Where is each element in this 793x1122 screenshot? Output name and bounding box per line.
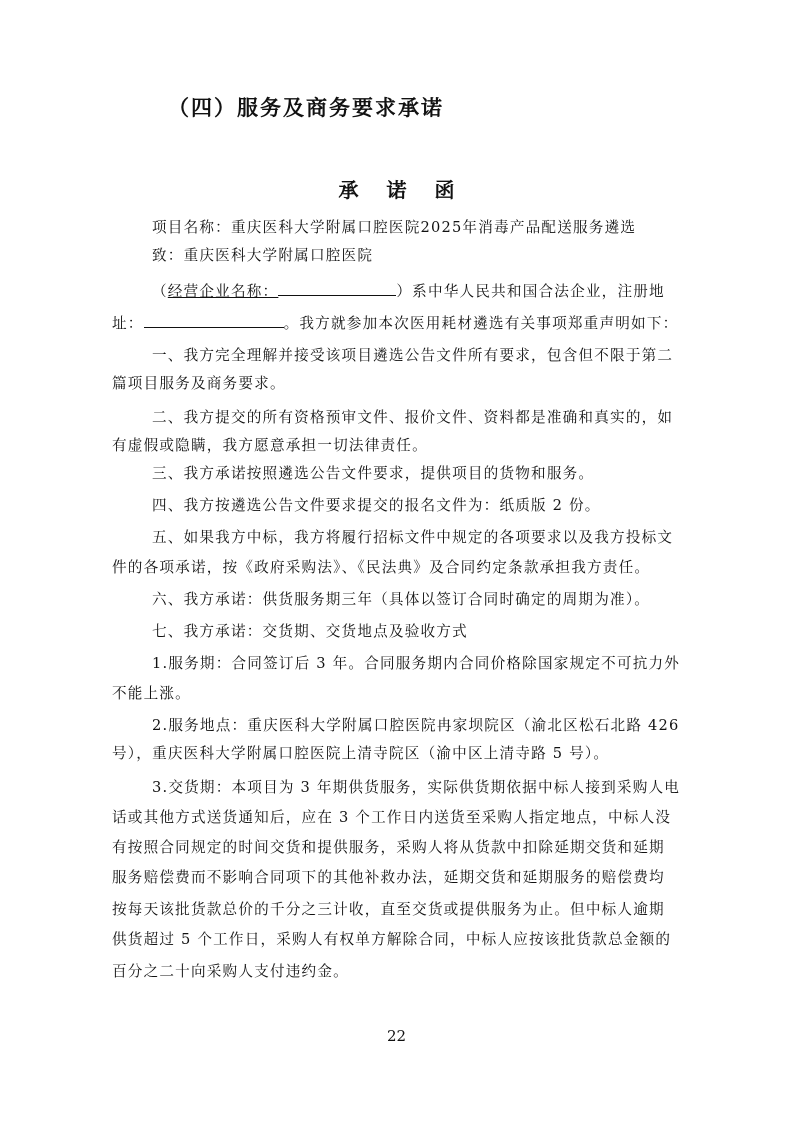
section-heading: （四）服务及商务要求承诺 <box>168 96 444 120</box>
company-name-label: 经营企业名称： <box>167 283 279 300</box>
body-line: 二、我方提交的所有资格预审文件、报价文件、资料都是准确和真实的，如 <box>152 409 674 426</box>
body-line: 篇项目服务及商务要求。 <box>112 375 286 392</box>
body-line: 服务赔偿费而不影响合同项下的其他补救办法，延期交货和延期服务的赔偿费均 <box>112 869 665 886</box>
body-line: 按每天该批货款总价的千分之三计收，直至交货或提供服务为止。但中标人逾期 <box>112 901 665 918</box>
body-line: 不能上涨。 <box>112 685 191 702</box>
body-line: 一、我方完全理解并接受该项目遴选公告文件所有要求，包含但不限于第二 <box>152 347 674 364</box>
body-line: 3.交货期：本项目为 3 年期供货服务，实际供货期依据中标人接到采购人电 <box>152 779 681 796</box>
body-line: 有按照合同规定的时间交货和提供服务，采购人将从货款中扣除延期交货和延期 <box>112 839 665 856</box>
company-open-paren: （ <box>152 283 168 300</box>
body-line: 供货超过 5 个工作日，采购人有权单方解除合同，中标人应按该批货款总金额的 <box>112 931 672 948</box>
body-line: 六、我方承诺：供货服务期三年（具体以签订合同时确定的周期为准）。 <box>152 591 651 608</box>
body-line: 件的各项承诺，按《政府采购法》、《民法典》及合同约定条款承担我方责任。 <box>112 559 651 576</box>
address-line-rest: 。我方就参加本次医用耗材遴选有关事项郑重声明如下： <box>283 315 679 332</box>
company-name-blank <box>278 280 396 296</box>
address-line <box>112 312 678 334</box>
project-name-line: 项目名称：重庆医科大学附属口腔医院2025年消毒产品配送服务遴选 <box>152 219 637 236</box>
page-number: 22 <box>386 1027 407 1045</box>
body-line: 2.服务地点：重庆医科大学附属口腔医院冉家坝院区（渝北区松石北路 426 <box>152 717 680 734</box>
body-line: 有虚假或隐瞒，我方愿意承担一切法律责任。 <box>112 437 428 454</box>
company-line <box>152 280 665 302</box>
body-line: 五、如果我方中标，我方将履行招标文件中规定的各项要求以及我方投标文 <box>152 529 674 546</box>
body-line: 1.服务期：合同签订后 3 年。合同服务期内合同价格除国家规定不可抗力外 <box>152 655 681 672</box>
body-line: 七、我方承诺：交货期、交货地点及验收方式 <box>152 623 468 640</box>
addressee-line: 致：重庆医科大学附属口腔医院 <box>152 247 374 264</box>
address-blank <box>144 312 284 328</box>
address-label: 址： <box>112 315 144 332</box>
company-line-rest: ）系中华人民共和国合法企业，注册地 <box>396 283 665 300</box>
body-line: 话或其他方式送货通知后，应在 3 个工作日内送货至采购人指定地点，中标人没 <box>112 809 672 826</box>
body-line: 号），重庆医科大学附属口腔医院上清寺院区（渝中区上清寺路 5 号）。 <box>112 745 610 762</box>
body-line: 四、我方按遴选公告文件要求提交的报名文件为：纸质版 2 份。 <box>152 497 601 514</box>
letter-title: 承诺函 <box>338 178 483 202</box>
body-line: 三、我方承诺按照遴选公告文件要求，提供项目的货物和服务。 <box>152 465 595 482</box>
body-line: 百分之二十向采购人支付违约金。 <box>112 963 349 980</box>
